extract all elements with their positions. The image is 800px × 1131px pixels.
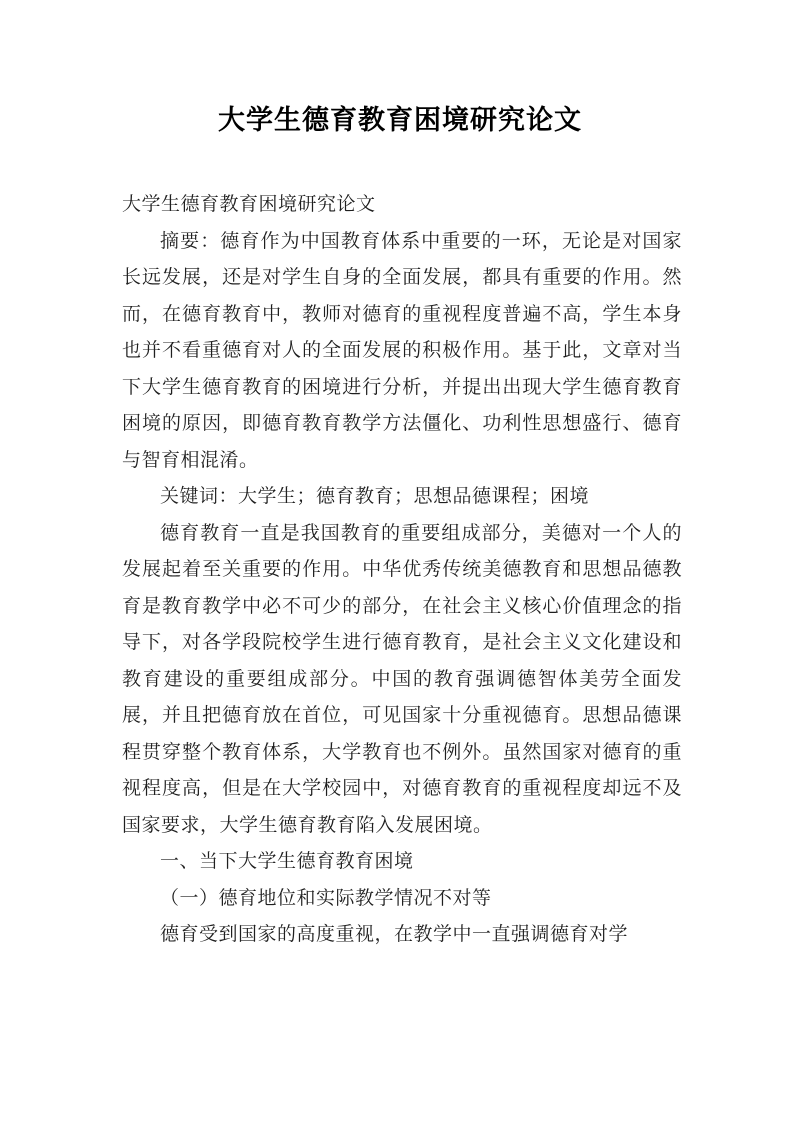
document-body: [122, 186, 682, 953]
subsection-heading: （一）德育地位和实际教学情况不对等: [160, 886, 492, 909]
document-title: 大学生德育教育困境研究论文: [218, 105, 582, 136]
section-heading: 一、当下大学生德育教育困境: [160, 850, 414, 872]
subtitle-line: 大学生德育教育困境研究论文: [122, 193, 376, 215]
body-paragraph: 德育受到国家的高度重视，在教学中一直强调德育对学: [160, 923, 629, 945]
keywords-line: 关键词：大学生；德育教育；思想品德课程；困境: [160, 485, 590, 507]
abstract-paragraph: 摘要：德育作为中国教育体系中重要的一环，无论是对国家长远发展，还是对学生自身的全面发展，都具有重要的作用。然而，在德育教育中，教师对德育的重视程度普遍不高，学生本身也并不看重德育对人的全面发展的积极作用。基于此，文章对当下大学生德育教育的困境进行分析，并提出出现大学生德育教育困境的原因，即德育教育教学方法僵化、功利性思想盛行、德育与智育相混淆。: [122, 229, 682, 471]
intro-paragraph: 德育教育一直是我国教育的重要组成部分，美德对一个人的发展起着至关重要的作用。中华优秀传统美德教育和思想品德教育是教育教学中必不可少的部分，在社会主义核心价值理念的指导下，对各学段院校学生进行德育教育，是社会主义文化建设和教育建设的重要组成部分。中国的教育强调德智体美劳全面发展，并且把德育放在首位，可见国家十分重视德育。思想品德课程贯穿整个教育体系，大学教育也不例外。虽然国家对德育的重视程度高，但是在大学校园中，对德育教育的重视程度却远不及国家要求，大学生德育教育陷入发展困境。: [122, 521, 682, 836]
